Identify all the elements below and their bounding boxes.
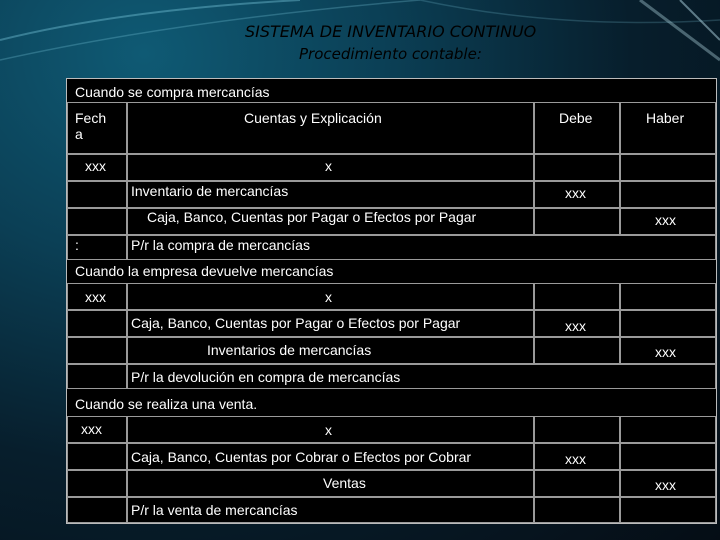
row-cell: [534, 154, 620, 181]
debit-value: xxx: [565, 318, 586, 334]
debit-account: Caja, Banco, Cuentas por Cobrar o Efectos por Cobrar: [131, 449, 472, 465]
section-heading-3: Cuando se realiza una venta.: [75, 396, 258, 412]
marker-x: x: [325, 289, 332, 305]
marker-x: x: [325, 158, 332, 174]
row-cell: [620, 181, 716, 208]
row-cell: [67, 364, 127, 389]
date-cell: xxx: [85, 158, 106, 174]
header-debe: Debe: [559, 110, 593, 126]
row-cell: [67, 181, 127, 208]
row-cell: [620, 497, 716, 523]
row-cell: [67, 310, 127, 337]
debit-account: Inventario de mercancías: [131, 183, 289, 199]
debit-value: xxx: [565, 451, 586, 467]
credit-value: xxx: [655, 344, 676, 360]
row-cell: [534, 416, 620, 443]
row-cell: [534, 337, 620, 364]
title-line-2: Procedimiento contable:: [299, 45, 482, 63]
row-cell: [620, 154, 716, 181]
credit-value: xxx: [655, 477, 676, 493]
row-cell: [620, 416, 716, 443]
debit-account: Caja, Banco, Cuentas por Pagar o Efectos por Pagar: [131, 315, 461, 331]
row-cell: [67, 208, 127, 235]
row-cell: [620, 283, 716, 310]
date-cell: xxx: [81, 421, 102, 437]
note: P/r la devolución en compra de mercancías: [131, 369, 401, 385]
title-line-1: SISTEMA DE INVENTARIO CONTINUO: [245, 22, 537, 41]
credit-account: Caja, Banco, Cuentas por Pagar o Efectos por Pagar: [147, 209, 477, 225]
section-heading-2: Cuando la empresa devuelve mercancías: [75, 263, 334, 279]
row-cell: [620, 310, 716, 337]
row-cell: [67, 470, 127, 497]
row-cell: [67, 337, 127, 364]
row-cell: [534, 208, 620, 235]
row-cell: [534, 283, 620, 310]
row-cell: [620, 443, 716, 470]
marker-x: x: [325, 422, 332, 438]
section-heading-1: Cuando se compra mercancías: [75, 84, 270, 100]
header-cuentas: Cuentas y Explicación: [244, 110, 382, 126]
note: P/r la venta de mercancías: [131, 502, 298, 518]
row-cell: [534, 470, 620, 497]
note: P/r la compra de mercancías: [131, 237, 310, 253]
date-cell: xxx: [85, 289, 106, 305]
debit-value: xxx: [565, 185, 586, 201]
accounting-table: [66, 78, 717, 524]
credit-value: xxx: [655, 212, 676, 228]
header-haber: Haber: [646, 110, 685, 126]
row-cell: [67, 497, 127, 523]
credit-account: Ventas: [323, 475, 366, 491]
row-cell: [67, 443, 127, 470]
note-prefix: :: [75, 237, 79, 253]
row-cell: [534, 497, 620, 523]
header-fecha: Fech a: [75, 110, 107, 142]
credit-account: Inventarios de mercancías: [207, 342, 372, 358]
